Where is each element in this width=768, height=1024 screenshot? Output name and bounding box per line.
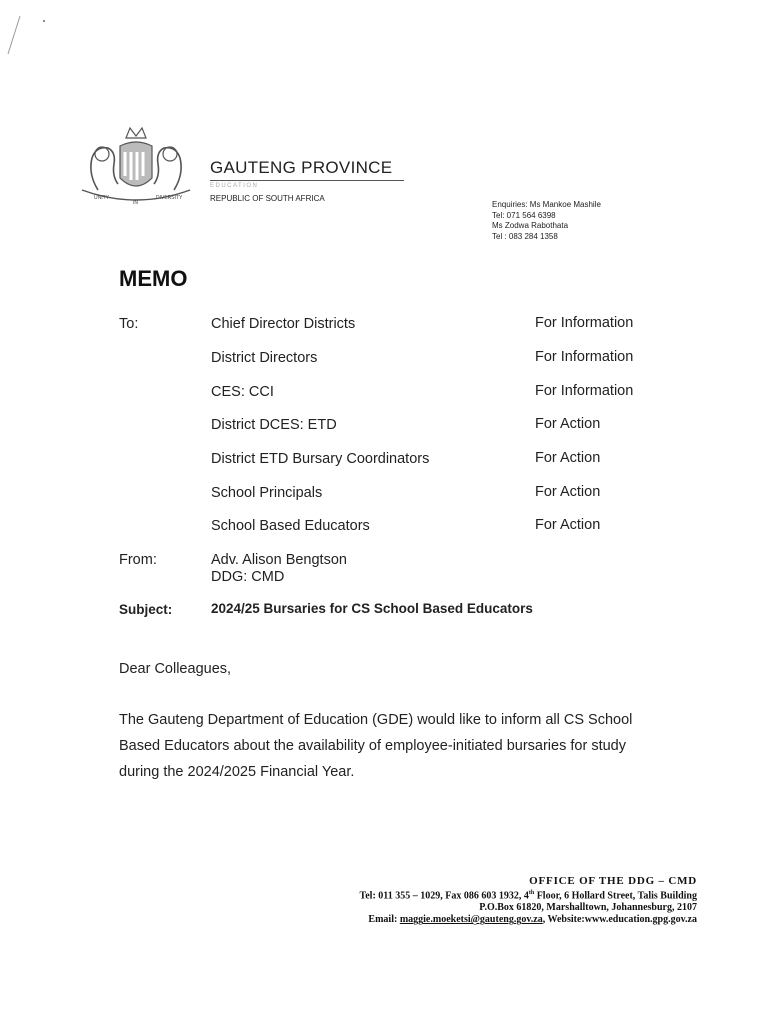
enquiries-line: Enquiries: Ms Mankoe Mashile [492,200,601,209]
subject-text: 2024/25 Bursaries for CS School Based Educators [211,601,533,616]
recipient-name: School Based Educators [211,518,370,534]
recipient-name: District ETD Bursary Coordinators [211,451,430,467]
footer-po-box: P.O.Box 61820, Marshalltown, Johannesburg, 2107 [479,902,697,914]
scan-mark [2,14,52,74]
country-name: REPUBLIC OF SOUTH AFRICA [210,194,325,203]
org-name: GAUTENG PROVINCE [210,158,393,177]
enquiries-line: Tel : 083 284 1358 [492,231,558,241]
paragraph-line: The Gauteng Department of Education (GDE) would like to inform all CS School [119,712,633,728]
footer [359,875,697,925]
recipient-action: For Information [535,315,634,331]
body-paragraph [119,707,709,785]
recipient-action: For Action [535,484,601,500]
department-name: EDUCATION [210,183,259,189]
enquiries-line: Tel: 071 564 6398 [492,210,556,220]
footer-email-link[interactable]: maggie.moeketsi@gauteng.gov.za [399,914,543,926]
recipient-action: For Action [535,416,601,432]
enquiries-block [492,200,601,242]
from-label: From: [119,552,157,568]
motto-left: UNITY [94,195,109,201]
footer-tel-sup: th [528,890,535,896]
recipient-action: For Action [535,450,601,466]
footer-email-label: Email: [368,914,400,926]
office-title: OFFICE OF THE DDG – CMD [529,875,697,887]
to-label: To: [119,316,139,332]
org-divider [210,180,404,181]
motto-mid: IN [133,200,138,206]
coat-of-arms-logo [72,124,200,212]
footer-tel-pre: Tel: 011 355 – 1029, Fax 086 603 1932, 4 [359,890,529,902]
footer-tel-line [359,890,697,901]
paragraph-line: during the 2024/2025 Financial Year. [119,764,355,780]
motto-right: DIVERSITY [156,195,183,201]
footer-tel-post: Floor, 6 Hollard Street, Talis Building [534,890,697,902]
footer-website: , Website:www.education.gpg.gov.za [542,914,697,926]
recipient-name: Chief Director Districts [211,316,356,332]
recipient-action: For Information [535,383,634,399]
recipient-name: CES: CCI [211,384,274,400]
footer-email-line [359,914,697,925]
from-title: DDG: CMD [211,569,285,585]
subject-label: Subject: [119,602,173,617]
recipient-name: District DCES: ETD [211,417,337,433]
recipient-name: School Principals [211,485,323,501]
from-name: Adv. Alison Bengtson [211,552,347,568]
greeting: Dear Colleagues, [119,661,232,677]
recipient-name: District Directors [211,350,318,366]
recipient-action: For Action [535,517,601,533]
enquiries-line: Ms Zodwa Rabothata [492,221,569,230]
memo-title: MEMO [119,266,188,291]
paragraph-line: Based Educators about the availability of employee-initiated bursaries for study [119,738,626,754]
recipient-action: For Information [535,349,634,365]
